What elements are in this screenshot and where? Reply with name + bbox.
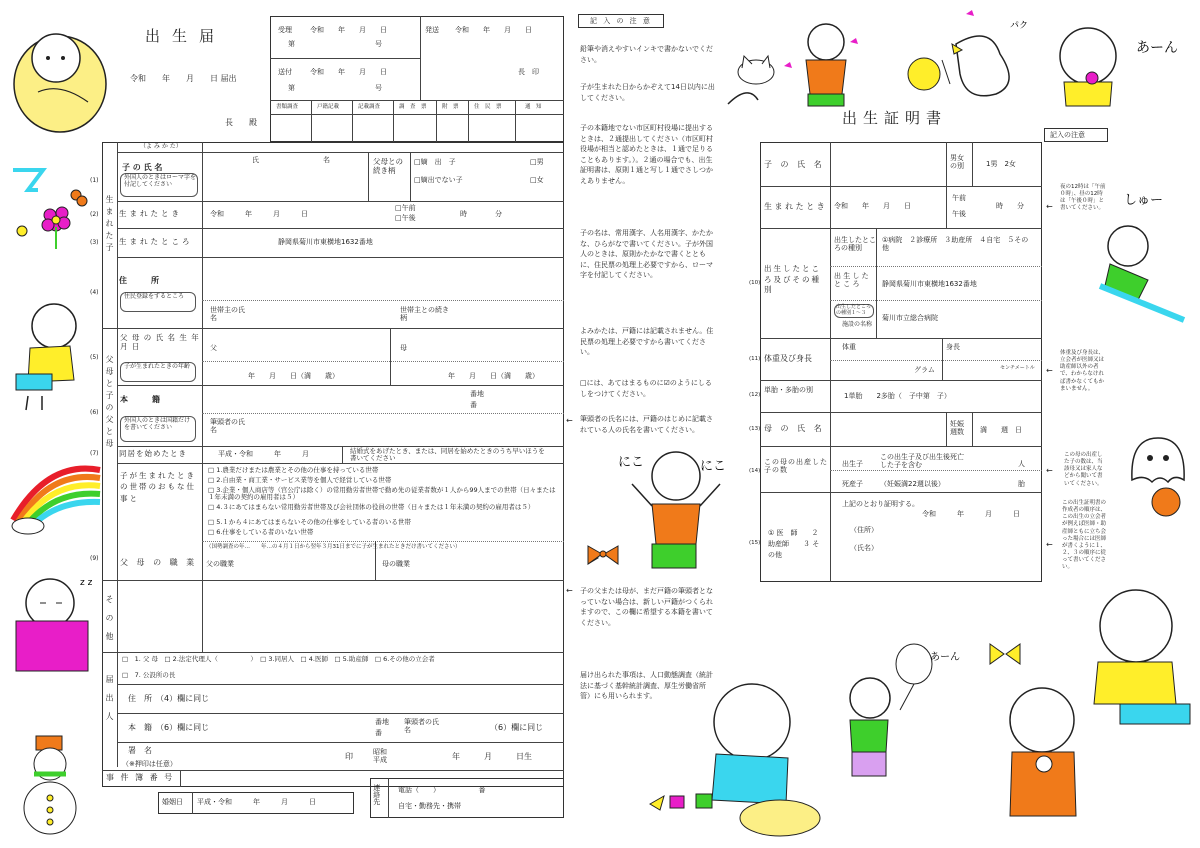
office-use-box bbox=[270, 16, 564, 142]
filer-signature-field[interactable] bbox=[180, 744, 340, 768]
bow-doodle bbox=[584, 536, 624, 576]
female-checkbox[interactable]: □女 bbox=[530, 176, 544, 184]
child-name-input[interactable] bbox=[204, 166, 366, 200]
marriage-date-field[interactable]: 平成・令和 年 月 日 bbox=[197, 798, 316, 806]
cert-note-label: 記入の注意 bbox=[1050, 131, 1085, 139]
cert-facility-name[interactable]: 菊川市立総合病院 bbox=[882, 314, 938, 322]
cert-mother-name-input[interactable] bbox=[832, 414, 944, 444]
legitimate-checkbox[interactable]: □嫡 出 子 bbox=[414, 158, 456, 166]
child-yellow-sitting-doodle bbox=[1080, 580, 1195, 745]
niko-text-1: にこ bbox=[618, 455, 645, 470]
child-name-label: 子 の 氏 名 bbox=[122, 163, 163, 172]
group-label-filer: 届 出 人 bbox=[105, 675, 114, 725]
cert-attester-name[interactable]: （氏名） bbox=[850, 544, 878, 552]
am-checkbox[interactable]: □午前 bbox=[395, 204, 416, 212]
cohabitation-date[interactable]: 平成・令和 年 月 bbox=[218, 450, 309, 458]
child-yellow-doodle bbox=[8, 300, 88, 410]
cert-sex-field[interactable]: 1男 2女 bbox=[986, 160, 1016, 168]
cert-child-name-input[interactable] bbox=[832, 144, 944, 184]
cert-gestation[interactable]: 満 週 日 bbox=[980, 426, 1022, 434]
filer-honseki[interactable]: 本 籍 （6）欄に同じ bbox=[128, 723, 210, 732]
honseki-input[interactable] bbox=[204, 388, 464, 412]
job-option[interactable]: □ 2.自由業・商工業・サービス業等を個人で経営している世帯 bbox=[208, 476, 392, 484]
zz-text: z z bbox=[80, 578, 93, 588]
cert-weight-field[interactable]: グラム bbox=[914, 366, 935, 374]
ghost-pumpkin-doodle bbox=[1124, 430, 1194, 520]
father-name-field[interactable]: 父 bbox=[210, 344, 217, 352]
form-title: 出生届 bbox=[145, 27, 227, 45]
aan2-text: あーん bbox=[930, 652, 960, 663]
instructions-title: 記 入 の 注 意 bbox=[590, 17, 652, 25]
snowman-doodle bbox=[20, 730, 80, 840]
sleeping-child-doodle bbox=[10, 575, 100, 675]
filer-address[interactable]: 住 所 （4）欄に同じ bbox=[128, 694, 210, 703]
birth-date-field[interactable]: 令和 年 月 日 bbox=[210, 210, 308, 218]
shuu-text: しゅー bbox=[1124, 193, 1164, 208]
butterfly-doodle bbox=[986, 640, 1026, 670]
father-job-field[interactable]: 父の職業 bbox=[206, 560, 234, 568]
group-label-other: そ の 他 bbox=[105, 595, 114, 645]
contact-box bbox=[370, 778, 564, 818]
child-balloon-doodle bbox=[830, 640, 960, 785]
cert-birth-date[interactable]: 令和 年 月 日 bbox=[834, 202, 911, 210]
male-checkbox[interactable]: □男 bbox=[530, 158, 544, 166]
cert-multiplicity[interactable]: 1単胎 2多胎（ 子中第 子） bbox=[844, 392, 951, 400]
child-with-cat-doodle bbox=[728, 14, 868, 114]
filing-date[interactable]: 令和 年 月 日 届出 bbox=[130, 74, 237, 83]
group-label-parents: 父母と子の父と母 bbox=[105, 355, 114, 451]
paku-text: パク bbox=[1010, 21, 1029, 31]
baby-blanket-doodle bbox=[8, 22, 108, 132]
job-option[interactable]: □ 1.農業だけまたは農業とその他の仕事を持っている世帯 bbox=[208, 466, 379, 474]
job-option[interactable]: □ 3.企業・個人商店等（官公庁は除く）の常用勤労者世帯で勤め先の従業者数が１人から99人までの世帯（日々または１年未満の契約の雇用者は５） bbox=[208, 486, 556, 502]
mother-job-field[interactable]: 母の職業 bbox=[382, 560, 410, 568]
flower-doodle bbox=[8, 165, 88, 250]
job-option[interactable]: □ 5.１から４にあてはまらないその他の仕事をしている者のいる世帯 bbox=[208, 518, 411, 526]
cert-height-field[interactable]: センチメートル bbox=[1000, 365, 1035, 371]
rainbow-doodle bbox=[8, 450, 103, 530]
address-input[interactable] bbox=[204, 260, 562, 298]
pm-checkbox[interactable]: □午後 bbox=[395, 214, 416, 222]
phone-field[interactable]: 電話（ ） 番 bbox=[398, 786, 486, 794]
illegitimate-checkbox[interactable]: □嫡出でない子 bbox=[414, 176, 463, 184]
filer-qualification-options[interactable]: □ 1. 父 母 □ 2.法定代理人（ ） □ 3.同居人 □ 4.医師 □ 5.助産師 □ 6.その他の立会者 bbox=[122, 655, 435, 663]
child-eating-doodle bbox=[1050, 22, 1190, 112]
mother-name-field[interactable]: 母 bbox=[400, 344, 407, 352]
cert-birthplace[interactable]: 静岡県菊川市東横地1632番地 bbox=[882, 280, 977, 288]
chick-duck-doodle bbox=[900, 14, 1040, 104]
other-notes-input[interactable] bbox=[119, 582, 562, 650]
addressee: 長 殿 bbox=[225, 118, 257, 127]
aan-text: あーん bbox=[1136, 40, 1178, 56]
birthplace-field[interactable]: 静岡県菊川市東横地1632番地 bbox=[278, 238, 373, 246]
cert-facility-kind[interactable]: ①病院 ２診療所 ３助産所 ４自宅 ５その他 bbox=[882, 236, 1029, 253]
job-option[interactable]: □ 6.仕事をしている者のいない世帯 bbox=[208, 528, 314, 536]
job-option[interactable]: □ 4.３にあてはまらない常用勤労者世帯及び会社団体の役員の世帯（日々または１年未満の契約の雇用者は５） bbox=[208, 503, 535, 511]
group-label-child: 生まれた子 bbox=[105, 195, 114, 255]
child-slide-doodle bbox=[1090, 190, 1190, 340]
cheering-child-doodle bbox=[618, 440, 738, 595]
cert-attester-address[interactable]: （住所） bbox=[850, 526, 878, 534]
niko-text-2: にこ bbox=[700, 459, 727, 474]
cert-title: 出生証明書 bbox=[842, 109, 948, 127]
child-blocks-doodle bbox=[640, 668, 830, 843]
